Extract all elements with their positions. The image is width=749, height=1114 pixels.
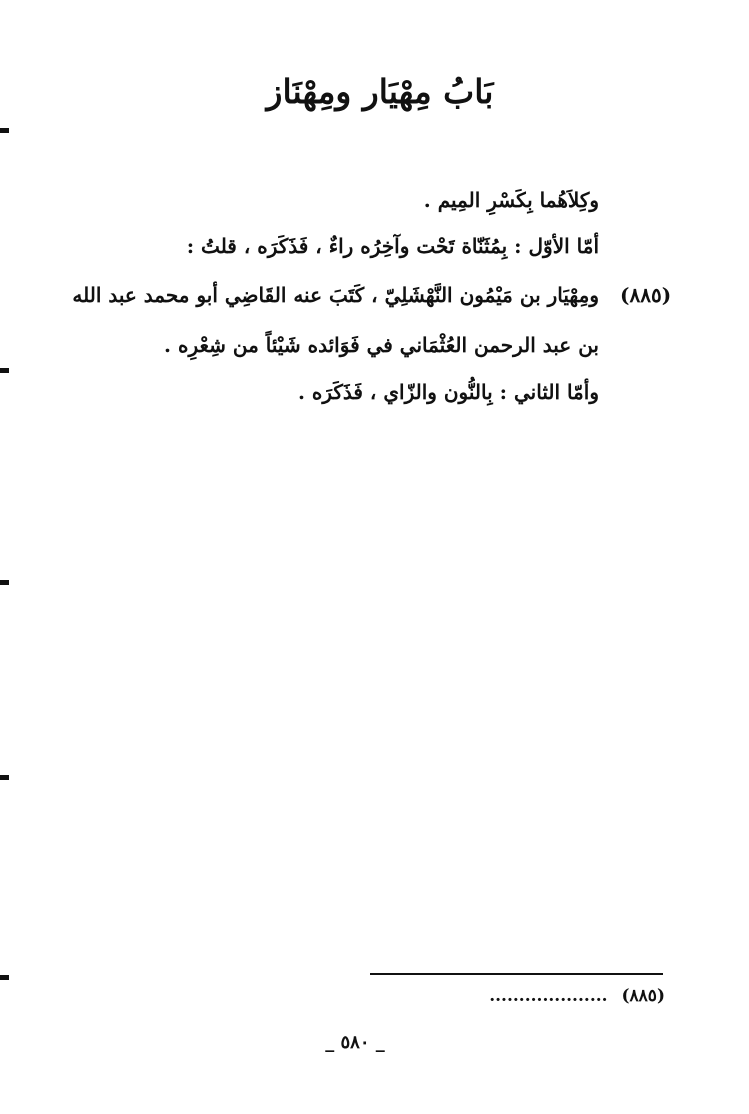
chapter-title: بَابُ مِهْيَار ومِهْنَاز xyxy=(266,72,494,111)
text-line: وكِلاَهُما بِكَسْرِ المِيم . xyxy=(423,188,599,212)
text-line: ومِهْيَار بن مَيْمُون النَّهْشَلِيّ ، كَتَبَ عنه القَاضِي أبو محمد عبد الله xyxy=(72,283,599,307)
footnote-divider xyxy=(370,973,663,975)
footnote xyxy=(489,986,665,1006)
text-line: بن عبد الرحمن العُثْمَاني في فَوَائده شَيْئاً من شِعْرِه . xyxy=(164,333,599,357)
text-line: أمّا الأوّل : بِمُثَنّاة تَحْت وآخِرُه راءٌ ، فَذَكَرَه ، قلتُ : xyxy=(186,234,599,258)
margin-mark xyxy=(0,368,9,373)
footnote-dots: .................... xyxy=(489,986,608,1006)
page-number: _ ٥٨٠ _ xyxy=(325,1032,385,1053)
footnote-number: (٨٨٥) xyxy=(621,986,665,1006)
margin-mark xyxy=(0,580,9,585)
entry-number: (٨٨٥) xyxy=(620,283,672,307)
margin-mark xyxy=(0,775,9,780)
margin-mark xyxy=(0,975,9,980)
text-line: وأمّا الثاني : بِالنُّون والزّاي ، فَذَكَرَه . xyxy=(297,380,599,404)
margin-mark xyxy=(0,128,9,133)
